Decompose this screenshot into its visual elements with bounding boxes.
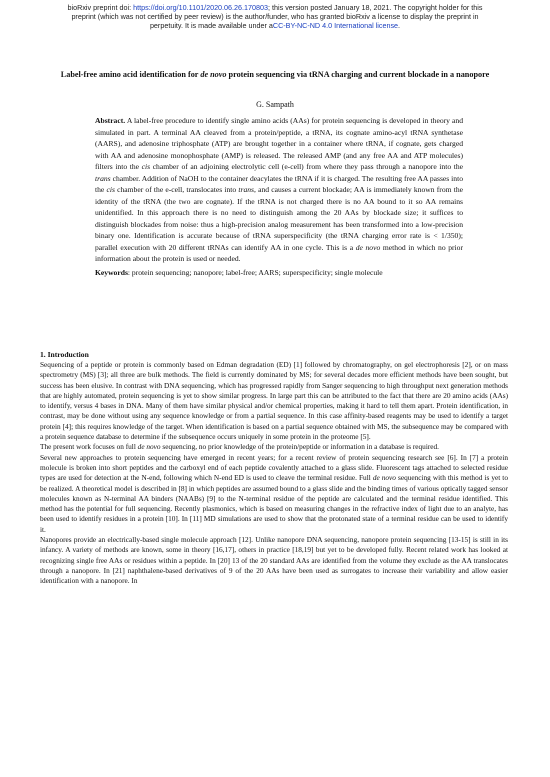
paragraph: Sequencing of a peptide or protein is commonly based on Edman degradation (ED) [1] followed by chromatography, on gel electrophoresis [2], or on mass spectrometry (MS) [3]; all three are bulk methods. The field is currently dominated by MS; for several decades more efficient methods have been sought, but success has been elusive. In contrast with DNA sequencing, which has progressed rapidly from Sanger sequencing to high throughput next generation methods that are highly automated, protein sequencing is yet to show similar progress. In large part this can be attributed to the fact that there are 20 amino acids (AAs) to identify, versus 4 bases in DNA. Many of them have similar physical and/or chemical properties, making it hard to tell them apart. Protein identification, in contrast, may be done without using any sequence knowledge or from a partial sequence. In this case affinity-based reagents may be used to identify a target protein [4]; this requires knowledge of the target. When identification is based on a partial sequence obtained with MS, the subsequence may be compared with a protein sequence database to determine if the subsequence occurs uniquely in some protein in the proteome [5].: [40, 360, 508, 442]
header-line-2: preprint (which was not certified by peer review) is the author/funder, who has granted bioRxiv a license to display the preprint in: [71, 12, 479, 21]
preprint-header: [40, 3, 510, 30]
header-line-3: perpetuity. It is made available under aCC-BY-NC-ND 4.0 International license.: [149, 21, 401, 30]
doi-link[interactable]: https://doi.org/10.1101/2020.06.26.170803: [133, 3, 269, 12]
abstract: Abstract. A label-free procedure to identify single amino acids (AAs) for protein sequencing is developed in theory and simulated in part. A terminal AA cleaved from a protein/peptide, a tRNA, its cognate amino-acyl tRNA synthetase (AARS), and adenosine triphosphate (ATP) are brought together in a container where tRNA, if cognate, gets charged with AA and adenosine monophosphate (AMP) is released. The released AMP (and any free AA and ATP molecules) filters into the cis chamber of an adjoining electrolytic cell (e-cell) from where they pass through a nanopore into the trans chamber. Addition of NaOH to the container deacylates the tRNA if it is charged. The resulting free AA passes into the cis chamber of the e-cell, translocates into trans, and causes a current blockade; AA is immediately known from the identity of the tRNA (the two are cognate). If the tRNA is not charged there is no AA bound to it so AA remains unidentified. In this approach there is no need to distinguish among the 20 AAs by blockade size; it suffices to distinguish blockades from noise: thus a high-precision analog measurement has been transformed into a low-precision binary one. Identification is accurate because of tRNA superspecificity (the tRNA charging error rate is < 1/350); parallel execution with 20 different tRNAs can identify AA in one cycle. This is a de novo method in which no prior information about the protein is used or needed.: [95, 116, 463, 263]
abstract-label: Abstract.: [95, 116, 126, 125]
author-name: G. Sampath: [256, 100, 294, 109]
section-heading: 1. Introduction: [40, 350, 89, 359]
paragraph: The present work focuses on full de novo sequencing, no prior knowledge of the protein/peptide or information in a database is required.: [40, 442, 439, 452]
introduction-section: [40, 350, 508, 587]
keywords: Keywords: protein sequencing; nanopore; label-free; AARS; superspecificity; single molecule: [95, 268, 383, 277]
keywords-label: Keywords: [95, 268, 128, 277]
paper-title: Label-free amino acid identification for de novo protein sequencing via tRNA charging and current blockade in a nanopore: [60, 70, 490, 79]
paragraph: Nanopores provide an electrically-based single molecule approach [12]. Unlike nanopore DNA sequencing, nanopore protein sequencing [13-15] is still in its infancy. A variety of methods are known, some in theory [16,17], others in practice [18,19] but yet to be developed fully. Recent related work has looked at recognizing single free AAs or residues within a peptide. In [20] 13 of the 20 standard AAs are identified from the volume they exclude as the AA translocates through a nanopore. In [21] naphthalene-based derivatives of 9 of the 20 AAs have been used as surrogates to increase their variability and allow easier identification with a nanopore. In: [40, 535, 508, 586]
header-line-1: bioRxiv preprint doi: https://doi.org/10.1101/2020.06.26.170803; this version posted January 18, 2021. The copyright holder for this: [67, 3, 483, 12]
license-link[interactable]: CC-BY-NC-ND 4.0 International license: [272, 21, 399, 30]
paragraph: Several new approaches to protein sequencing have emerged in recent years; for a recent review of protein sequencing research see [6]. In [7] a protein molecule is broken into short peptides and the carboxyl end of each peptide covalently attached to a glass slide. Fluorescent tags attached to selected residue types are used for detection at the N-end, following which N-end ED is used to cleave the terminal residue. Full de novo sequencing with this method is yet to be realized. A theoretical model is described in [8] in which peptides are assumed bound to a glass slide and the binding times of various optically tagged sensor molecules known as N-terminal AA binders (NAABs) [9] to the N-terminal residue of the peptide are calculated and the terminal residue identified. This method has the potential for full sequencing. Recently plasmonics, which is based on measuring changes in the refractive index of light due to an analyte, has been used to identify residues in a protein [10]. In [11] MD simulations are used to show that the protonated state of a terminal residue can be used to identify it.: [40, 452, 508, 534]
